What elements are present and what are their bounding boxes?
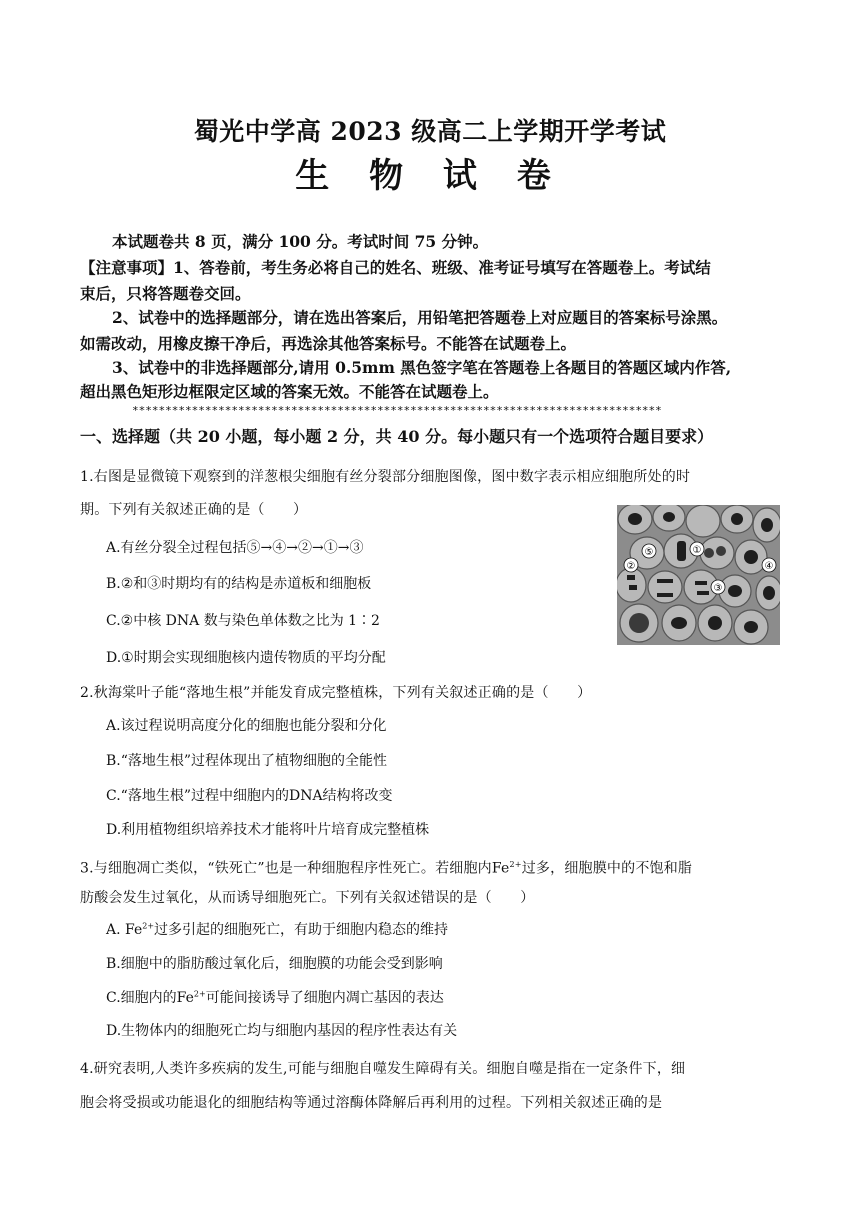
- question-3-option-b: B.细胞中的脂肪酸过氧化后，细胞膜的功能会受到影响: [106, 956, 443, 972]
- question-2-option-b: B.“落地生根”过程体现出了植物细胞的全能性: [106, 753, 388, 769]
- question-3-option-d: D.生物体内的细胞死亡均与细胞内基因的程序性表达有关: [106, 1023, 458, 1039]
- exam-title: 蜀光中学高 2023 级高二上学期开学考试: [193, 117, 667, 146]
- question-3-stem-part: 3.与细胞凋亡类似，“铁死亡”也是一种细胞程序性死亡。若细胞内Fe: [80, 860, 510, 877]
- notice-line: 如需改动，用橡皮擦干净后，再选涂其他答案标号。不能答在试题卷上。: [80, 334, 577, 353]
- figure-label-4: ④: [764, 561, 774, 572]
- micrograph-image: [617, 505, 780, 645]
- superscript: 2+: [509, 860, 522, 869]
- question-1-option-d: D.①时期会实现细胞核内遗传物质的平均分配: [106, 650, 386, 666]
- question-1-stem-cont: 期。下列有关叙述正确的是（ ）: [80, 502, 308, 518]
- option-part: C.细胞内的Fe: [106, 990, 194, 1006]
- question-3-stem: [80, 848, 785, 886]
- option-part: A. Fe: [106, 922, 143, 938]
- notice-line: 【注意事项】1、答卷前，考生务必将自己的姓名、班级、准考证号填写在答题卷上。考试结: [80, 258, 711, 277]
- figure-label-2: ②: [626, 561, 636, 572]
- question-4-stem: 4.研究表明,人类许多疾病的发生,可能与细胞自噬发生障碍有关。细胞自噬是指在一定条件下，细: [80, 1061, 686, 1077]
- option-part: 过多引起的细胞死亡，有助于细胞内稳态的维持: [154, 922, 449, 938]
- notice-line: 3、试卷中的非选择题部分,请用 0.5mm 黑色签字笔在答题卷上各题目的答题区域内作答,: [112, 358, 732, 377]
- notice-line: 束后，只将答题卷交回。: [80, 284, 251, 303]
- question-2-stem: 2.秋海棠叶子能“落地生根”并能发育成完整植株，下列有关叙述正确的是（ ）: [80, 685, 592, 701]
- question-1-option-a: A.有丝分裂全过程包括⑤→④→②→①→③: [106, 540, 364, 556]
- subject-title: 生 物 试 卷: [295, 156, 565, 196]
- question-3-option-a: [106, 919, 448, 939]
- superscript: 2+: [193, 989, 206, 999]
- question-3-stem-cont: 肪酸会发生过氧化，从而诱导细胞死亡。下列有关叙述错误的是（ ）: [80, 890, 535, 906]
- question-3-option-c: [106, 987, 444, 1007]
- question-1-option-c: C.②中核 DNA 数与染色单体数之比为 1∶2: [106, 613, 380, 629]
- separator-line: ********************************************************************************: [132, 404, 662, 417]
- option-part: 可能间接诱导了细胞内凋亡基因的表达: [205, 990, 444, 1006]
- notice-line: 本试题卷共 8 页，满分 100 分。考试时间 75 分钟。: [112, 232, 489, 251]
- notice-line: 超出黑色矩形边框限定区域的答案无效。不能答在试题卷上。: [80, 382, 499, 401]
- question-1-stem: 1.右图是显微镜下观察到的洋葱根尖细胞有丝分裂部分细胞图像，图中数字表示相应细胞所处的时: [80, 469, 691, 485]
- question-4-stem-cont: 胞会将受损或功能退化的细胞结构等通过溶酶体降解后再利用的过程。下列相关叙述正确的是: [80, 1095, 663, 1111]
- section-heading: 一、选择题（共 20 小题，每小题 2 分，共 40 分。每小题只有一个选项符合题目要求）: [80, 427, 714, 446]
- figure-label-3: ③: [713, 583, 723, 594]
- question-1-option-b: B.②和③时期均有的结构是赤道板和细胞板: [106, 576, 372, 592]
- question-2-option-d: D.利用植物组织培养技术才能将叶片培育成完整植株: [106, 822, 430, 838]
- figure-label-1: ①: [692, 545, 702, 556]
- question-2-option-c: C.“落地生根”过程中细胞内的DNA结构将改变: [106, 788, 393, 804]
- notice-line: 2、试卷中的选择题部分，请在选出答案后，用铅笔把答题卷上对应题目的答案标号涂黑。: [112, 308, 728, 327]
- superscript: 2+: [142, 921, 155, 931]
- question-3-stem-part: 过多，细胞膜中的不饱和脂: [521, 860, 693, 877]
- figure-label-5: ⑤: [644, 547, 654, 558]
- question-2-option-a: A.该过程说明高度分化的细胞也能分裂和分化: [106, 718, 387, 734]
